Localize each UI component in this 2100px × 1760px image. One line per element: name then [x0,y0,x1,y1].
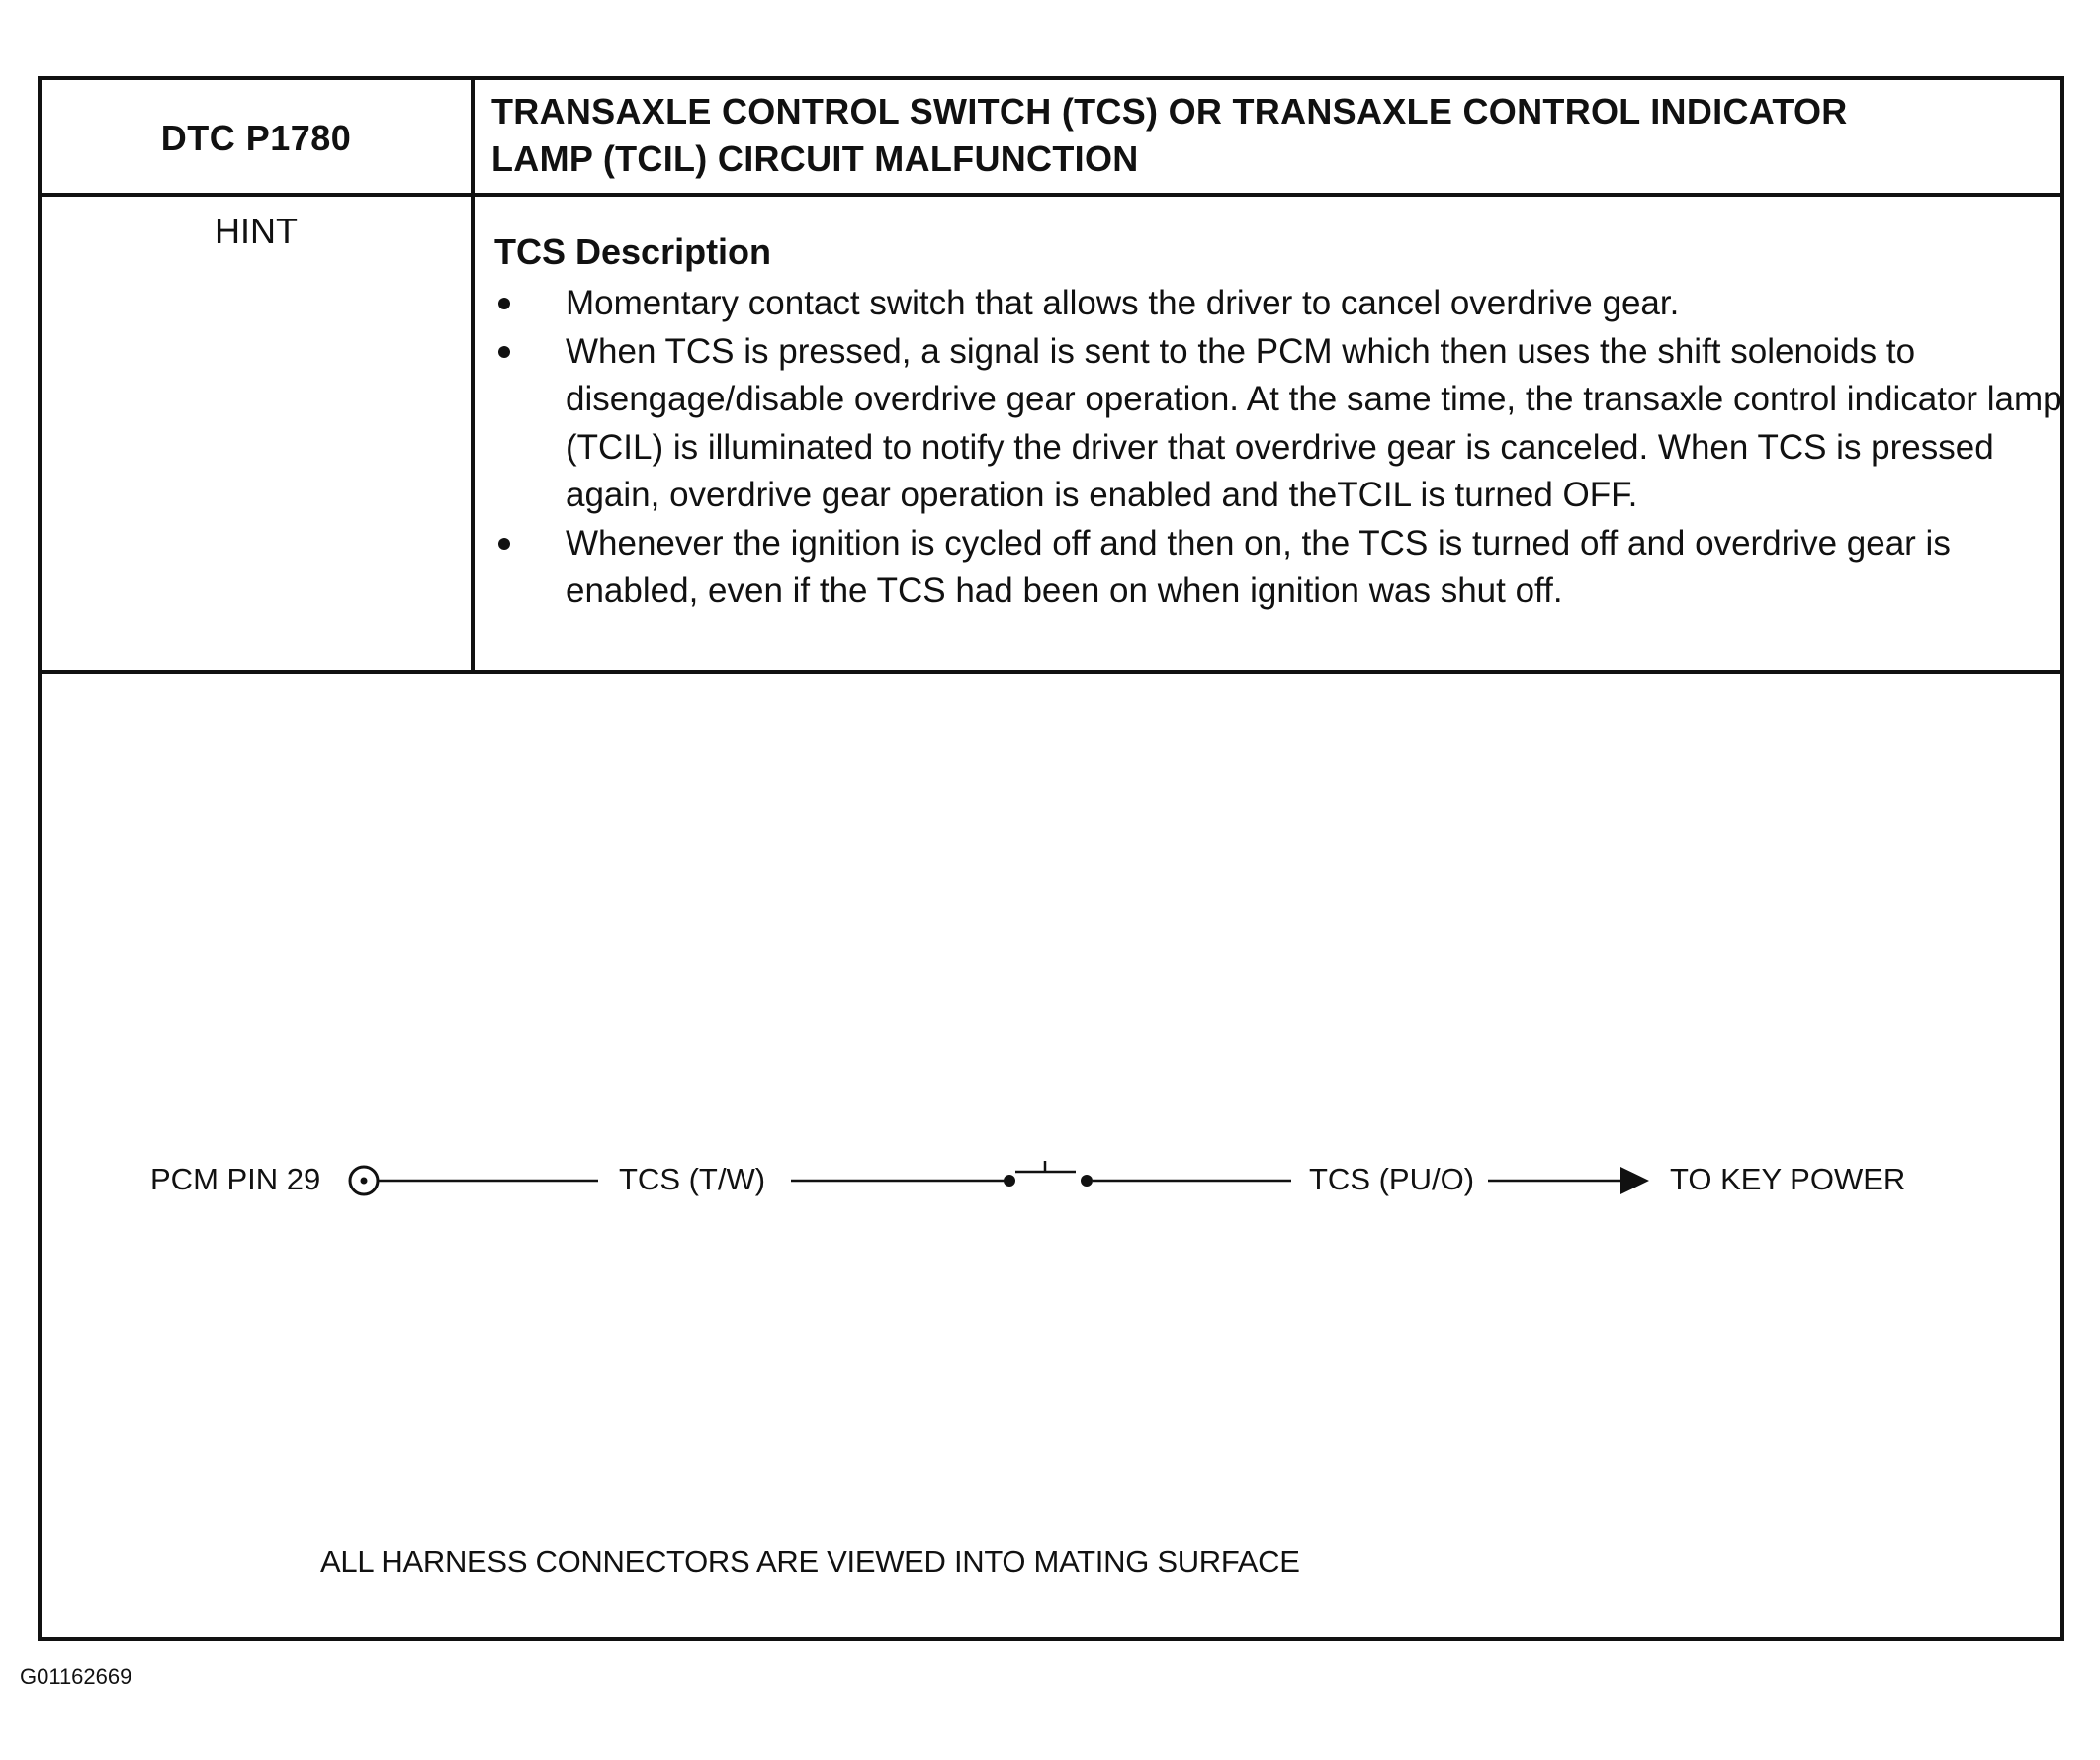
connector-footnote: ALL HARNESS CONNECTORS ARE VIEWED INTO MATING SURFACE [320,1544,1300,1579]
wire-label-puo: TCS (PU/O) [1309,1162,1475,1196]
dtc-title-line-2: LAMP (TCIL) CIRCUIT MALFUNCTION [491,138,1139,179]
circuit-diagram [42,80,2060,1637]
list-item-text: When TCS is pressed, a signal is sent to the PCM which then uses the shift solenoids to disengage/disable overdrive gear operation. At the same time, the transaxle control indicator lamp (TCIL) is illuminated to notify the driver that overdrive gear is canceled. When TCS is pressed again, overdrive gear operation is enabled and theTCIL is turned OFF. [566,331,2062,514]
hint-label: HINT [215,211,298,251]
wire-label-tw: TCS (T/W) [619,1162,766,1196]
destination-label: TO KEY POWER [1670,1162,1906,1196]
list-item-text: Whenever the ignition is cycled off and then on, the TCS is turned off and overdrive gear is enabled, even if the TCS had been on when ignition was shut off. [566,523,1951,610]
pcm-pin-label: PCM PIN 29 [150,1162,321,1196]
dtc-title-line-1: TRANSAXLE CONTROL SWITCH (TCS) OR TRANSAXLE CONTROL INDICATOR [491,91,1848,132]
list-item-text: Momentary contact switch that allows the driver to cancel overdrive gear. [566,284,1680,322]
tcs-description-heading: TCS Description [494,231,772,272]
momentary-switch-icon [1004,1161,1093,1187]
arrow-right-icon [1620,1167,1649,1194]
pcm-terminal-icon [350,1167,378,1194]
dtc-table [38,76,2064,1641]
dtc-code: DTC P1780 [160,118,352,158]
figure-id: G01162669 [20,1664,132,1689]
